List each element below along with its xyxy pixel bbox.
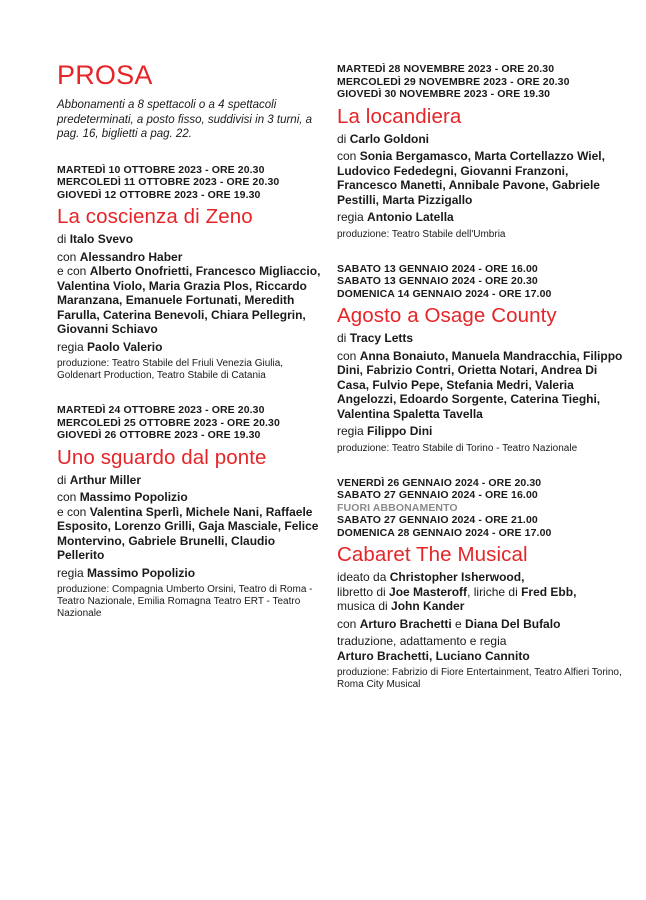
out-of-subscription-note: FUORI ABBONAMENTO xyxy=(337,501,458,514)
show-date: DOMENICA 28 GENNAIO 2024 - ORE 17.00 xyxy=(337,526,552,539)
right-column xyxy=(337,63,627,691)
show-date: VENERDÌ 26 GENNAIO 2024 - ORE 20.30 xyxy=(337,476,542,489)
show-director: regia Paolo Valerio xyxy=(57,339,163,354)
show-card xyxy=(337,63,627,241)
show-date: MARTEDÌ 10 OTTOBRE 2023 - ORE 20.30 xyxy=(57,163,265,176)
show-title: Uno sguardo dal ponte xyxy=(57,445,267,469)
show-date: SABATO 27 GENNAIO 2024 - ORE 21.00 xyxy=(337,514,538,526)
show-title: La locandiera xyxy=(337,104,462,128)
show-author: di Italo Svevo xyxy=(57,232,134,246)
show-cast: con Arturo Brachetti e Diana Del Bufalo xyxy=(337,616,561,631)
show-credits: ideato da Christopher Isherwood, libretto di Joe Masteroff, liriche di Fred Ebb, musica di John Kander xyxy=(337,570,577,613)
show-date: GIOVEDÌ 26 OTTOBRE 2023 - ORE 19.30 xyxy=(57,429,261,441)
show-date: SABATO 27 GENNAIO 2024 - ORE 16.00 xyxy=(337,489,538,501)
show-card xyxy=(57,164,322,383)
show-title: Cabaret The Musical xyxy=(337,543,528,566)
show-author: di Tracy Letts xyxy=(337,331,414,345)
show-production: produzione: Teatro Stabile di Torino - Teatro Nazionale xyxy=(337,442,578,454)
show-date: GIOVEDÌ 12 OTTOBRE 2023 - ORE 19.30 xyxy=(57,188,261,201)
show-director: regia Massimo Popolizio xyxy=(57,565,196,580)
show-date: MERCOLEDÌ 11 OTTOBRE 2023 - ORE 20.30 xyxy=(57,176,280,188)
show-author: di Carlo Goldoni xyxy=(337,131,430,146)
show-production: produzione: Compagnia Umberto Orsini, Teatro di Roma - Teatro Nazionale, Emilia Romagna Teatro ERT - Teatro Nazionale xyxy=(57,584,313,619)
show-date: MARTEDÌ 24 OTTOBRE 2023 - ORE 20.30 xyxy=(57,404,265,416)
section-title: PROSA xyxy=(57,60,153,90)
show-date: MERCOLEDÌ 25 OTTOBRE 2023 - ORE 20.30 xyxy=(57,416,280,429)
show-production: produzione: Teatro Stabile del Friuli Venezia Giulia, Goldenart Production, Teatro Stabile di Catania xyxy=(57,358,284,381)
show-cast: con Alessandro Haber e con Alberto Onofrietti, Francesco Migliaccio, Valentina Violo, Maria Grazia Plos, Riccardo Maranzana, Emanuele Fortunati, Meredith Farulla, Caterina Benevoli, Chiara Pellegrin, Giovanni Schiavo xyxy=(57,249,321,336)
show-cast: con Massimo Popolizio e con Valentina Sperlì, Michele Nani, Raffaele Esposito, Lorenzo Grilli, Gaja Masciale, Felice Montervino, Gabriele Brunelli, Claudio Pellerito xyxy=(57,490,319,562)
show-cast: con Sonia Bergamasco, Marta Cortellazzo Wiel, Ludovico Fededegni, Giovanni Franzoni, Francesco Manetti, Annibale Pavone, Gabriele Pestilli, Marta Pizzigallo xyxy=(337,149,605,207)
show-date: MERCOLEDÌ 29 NOVEMBRE 2023 - ORE 20.30 xyxy=(337,75,570,88)
show-title: Agosto a Osage County xyxy=(337,304,557,327)
show-author: di Arthur Miller xyxy=(57,472,142,487)
left-column xyxy=(57,62,322,620)
show-director: regia Antonio Latella xyxy=(337,210,454,224)
show-director: traduzione, adattamento e regia Arturo Brachetti, Luciano Cannito xyxy=(337,634,530,663)
show-title: La coscienza di Zeno xyxy=(57,205,253,228)
show-card xyxy=(337,263,627,455)
show-date: MARTEDÌ 28 NOVEMBRE 2023 - ORE 20.30 xyxy=(337,63,555,75)
show-cast: con Anna Bonaiuto, Manuela Mandracchia, Filippo Dini, Fabrizio Contri, Orietta Notari, Andrea Di Casa, Fulvio Pepe, Stefania Medri, Valeria Angelozzi, Edoardo Sorgente, Caterina Tieghi, Valentina Spaletta Tavella xyxy=(337,348,623,421)
show-date: GIOVEDÌ 30 NOVEMBRE 2023 - ORE 19.30 xyxy=(337,88,551,100)
show-director: regia Filippo Dini xyxy=(337,424,433,438)
show-date: SABATO 13 GENNAIO 2024 - ORE 16.00 xyxy=(337,262,538,275)
show-production: produzione: Fabrizio di Fiore Entertainment, Teatro Alfieri Torino, Roma City Musical xyxy=(337,667,622,690)
show-production: produzione: Teatro Stabile dell'Umbria xyxy=(337,228,506,240)
show-card xyxy=(337,477,627,692)
show-card xyxy=(57,404,322,620)
show-date: SABATO 13 GENNAIO 2024 - ORE 20.30 xyxy=(337,275,538,287)
intro-text: Abbonamenti a 8 spettacoli o a 4 spettacoli predeterminati, a posto fisso, suddivisi in 3 turni, a pag. 16, biglietti a pag. 22. xyxy=(57,99,313,140)
show-date: DOMENICA 14 GENNAIO 2024 - ORE 17.00 xyxy=(337,287,552,300)
